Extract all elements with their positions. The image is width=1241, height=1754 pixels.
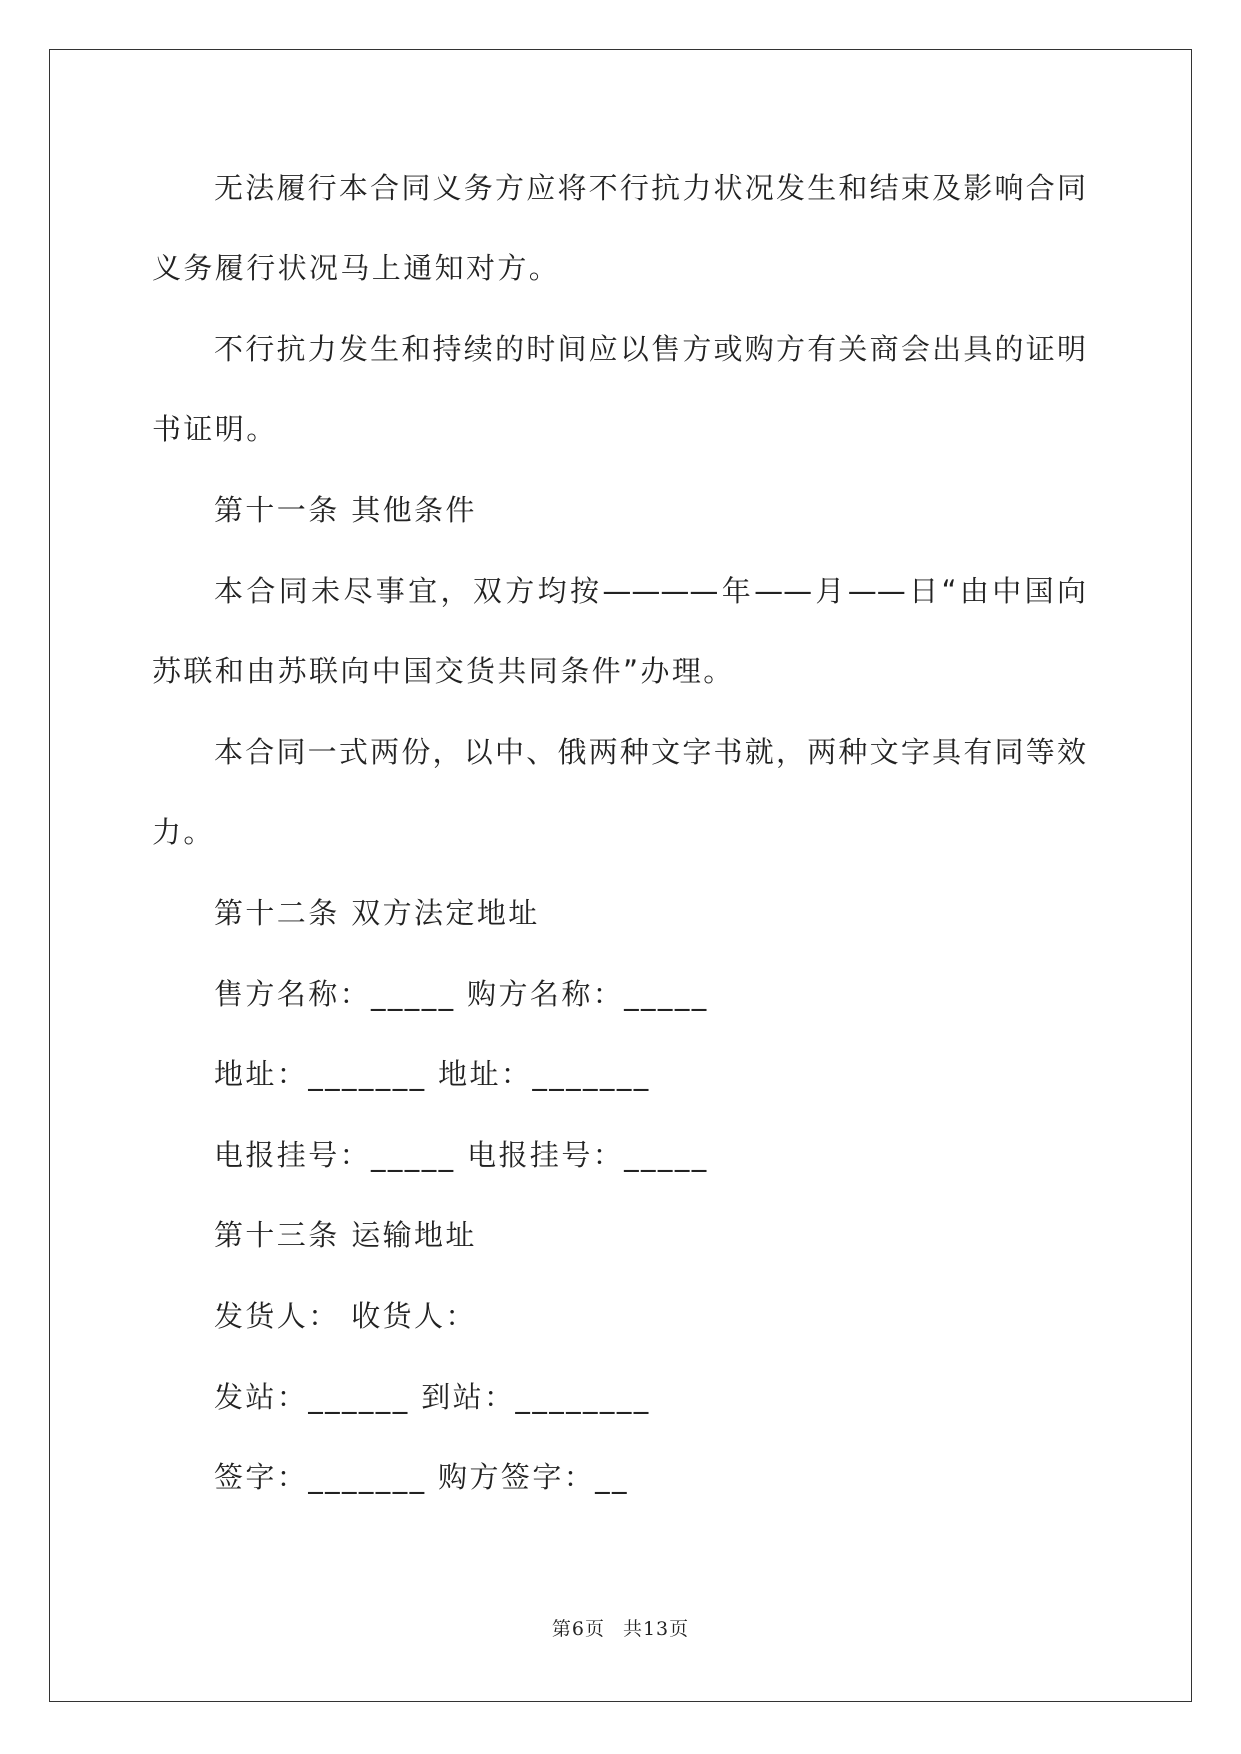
form-line: 地址：_______ 地址：_______ [214, 1057, 651, 1091]
section-heading: 第十三条 运输地址 [214, 1218, 477, 1252]
section-heading: 第十一条 其他条件 [214, 493, 477, 527]
page-number: 第6页 [551, 1618, 605, 1640]
page-footer [0, 1614, 1241, 1641]
paragraph-line: 书证明。 [152, 412, 278, 446]
paragraph-line: 本合同未尽事宜，双方均按————年——月——日“由中国向 [214, 574, 1086, 608]
page-total: 共13页 [622, 1618, 690, 1640]
form-line: 发货人： 收货人： [214, 1299, 477, 1333]
paragraph-line: 不行抗力发生和持续的时间应以售方或购方有关商会出具的证明 [214, 332, 1086, 366]
form-line: 签字：_______ 购方签字：__ [214, 1460, 629, 1494]
section-heading: 第十二条 双方法定地址 [214, 896, 540, 930]
paragraph-line: 力。 [152, 815, 215, 849]
form-line: 售方名称：_____ 购方名称：_____ [214, 977, 709, 1011]
form-line: 电报挂号：_____ 电报挂号：_____ [214, 1138, 709, 1172]
paragraph-line: 苏联和由苏联向中国交货共同条件”办理。 [152, 654, 735, 688]
paragraph-line: 本合同一式两份，以中、俄两种文字书就，两种文字具有同等效 [214, 735, 1086, 769]
paragraph-line: 无法履行本合同义务方应将不行抗力状况发生和结束及影响合同 [214, 171, 1086, 205]
page-border [49, 49, 1192, 1702]
paragraph-line: 义务履行状况马上通知对方。 [152, 251, 561, 285]
form-line: 发站：______ 到站：________ [214, 1380, 651, 1414]
